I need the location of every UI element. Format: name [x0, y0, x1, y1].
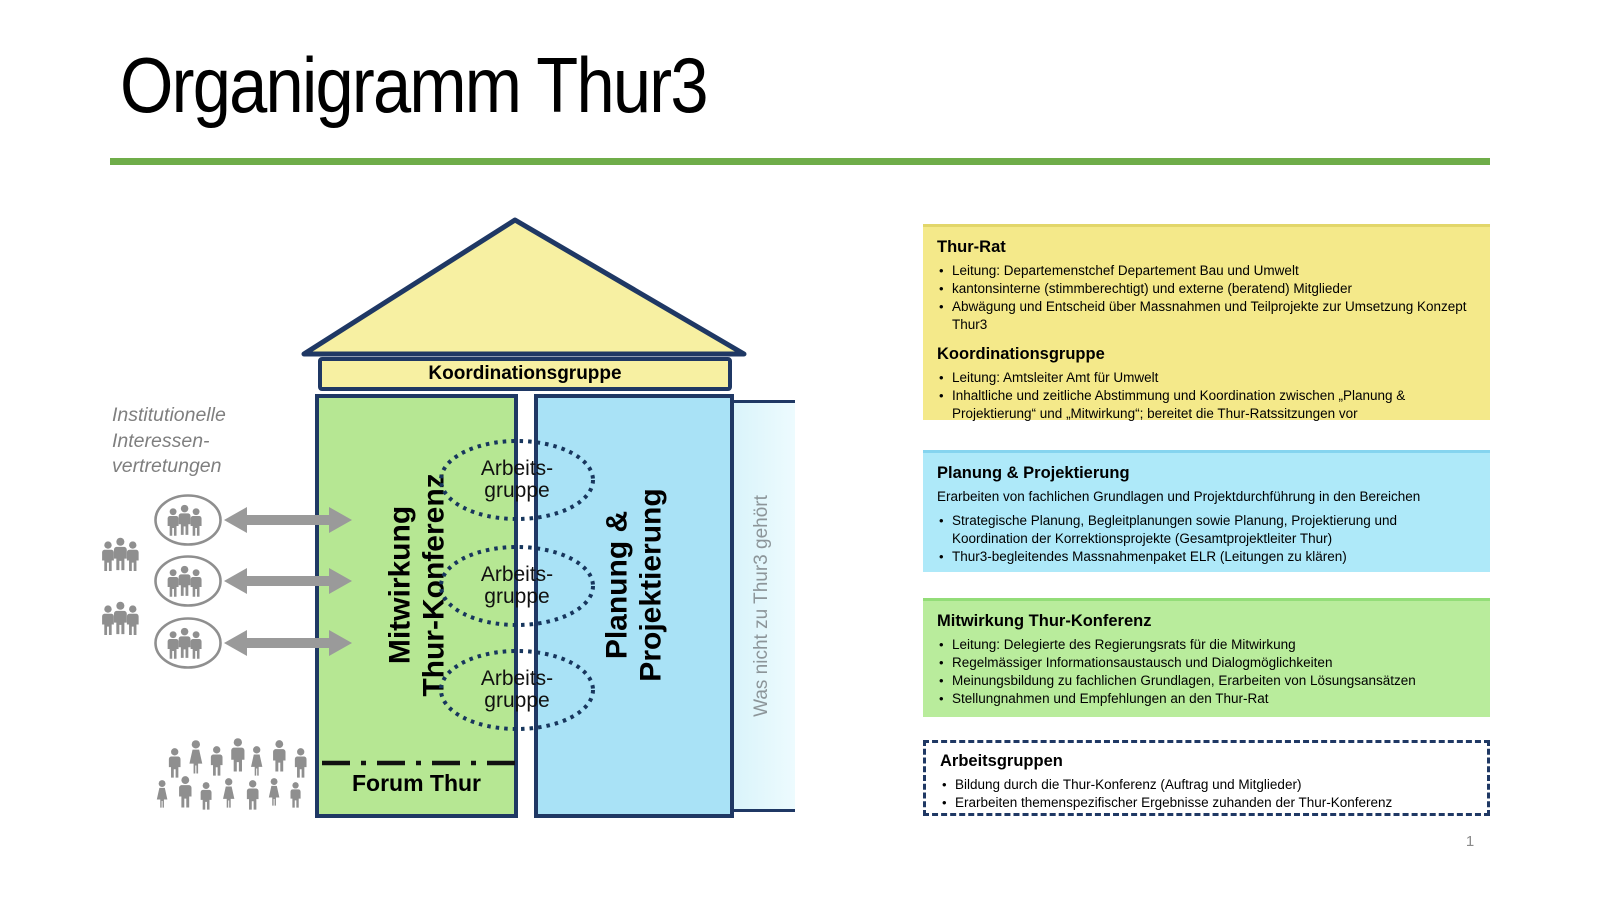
panel-heading: Koordinationsgruppe	[937, 345, 1105, 363]
workgroup-label	[437, 458, 597, 502]
workgroup-label	[437, 668, 597, 712]
panel-heading: Planung & Projektierung	[937, 464, 1130, 482]
circled-people-group-icon	[153, 616, 223, 670]
bullet-item: • Leitung: Delegierte des Regierungsrats für die Mitwirkung	[937, 636, 1476, 654]
panel-heading: Thur-Rat	[937, 238, 1006, 256]
bullet-item: • Bildung durch die Thur-Konferenz (Auftrag und Mitglieder)	[940, 776, 1473, 794]
panel-arbeitsgruppen	[923, 740, 1490, 816]
stakeholder-caption-line2: Interessen-	[112, 429, 210, 452]
bullet-item: • kantonsinterne (stimmberechtigt) und externe (beratend) Mitglieder	[937, 280, 1476, 298]
koordinationsgruppe-bar	[318, 357, 732, 391]
workgroup-label-line1: Arbeits-	[480, 563, 554, 586]
bullet-item: • Abwägung und Entscheid über Massnahmen und Teilprojekte zur Umsetzung Konzept Thur3	[937, 298, 1476, 334]
person-icon	[176, 776, 195, 808]
page-title: Organigramm Thur3	[120, 41, 707, 129]
house-roof	[298, 214, 750, 360]
bullet-item: • Strategische Planung, Begleitplanungen sowie Planung, Projektierung und Koordination der Korrektionsprojekte (Gesamtprojektleiter Thur)	[937, 512, 1476, 548]
people-group-icon	[99, 534, 151, 576]
person-icon	[228, 738, 248, 772]
stakeholder-caption-line3: vertretungen	[112, 455, 222, 478]
person-icon	[198, 782, 214, 810]
bullet-item: • Stellungnahmen und Empfehlungen an den Thur-Rat	[937, 690, 1476, 708]
bullet-item: • Leitung: Amtsleiter Amt für Umwelt	[937, 369, 1476, 387]
mitwirkung-label-line2: Thur-Konferenz	[416, 473, 450, 697]
bullet-item: • Meinungsbildung zu fachlichen Grundlagen, Erarbeiten von Lösungsansätzen	[937, 672, 1476, 690]
workgroup-label-line2: gruppe	[484, 689, 550, 712]
bullet-item: • Regelmässiger Informationsaustausch und Dialogmöglichkeiten	[937, 654, 1476, 672]
panel-planung-projektierung	[923, 450, 1490, 572]
panel-heading: Arbeitsgruppen	[940, 752, 1063, 770]
crowd-of-people-icon	[152, 736, 327, 820]
panel-mitwirkung	[923, 598, 1490, 717]
person-icon	[248, 746, 265, 776]
person-icon	[288, 782, 303, 808]
bullet-item: • Inhaltliche und zeitliche Abstimmung und Koordination zwischen „Planung & Projektierung“ und „Mitwirkung“; bereitet die Thur-Ratssitzungen vor	[937, 387, 1476, 423]
person-icon	[208, 746, 225, 776]
person-icon	[244, 780, 261, 810]
workgroup-ellipse	[437, 648, 597, 732]
koordinationsgruppe-label: Koordinationsgruppe	[428, 363, 622, 384]
workgroup-label	[437, 564, 597, 608]
planung-label	[600, 489, 667, 682]
planung-label-line2: Projektierung	[634, 488, 667, 682]
workgroup-label-line1: Arbeits-	[480, 457, 554, 480]
planung-label-line1: Planung &	[600, 511, 634, 660]
person-icon	[270, 740, 289, 772]
mitwirkung-label-line1: Mitwirkung	[382, 506, 416, 665]
person-icon	[154, 780, 170, 808]
stakeholder-caption-line1: Institutionelle	[112, 404, 226, 426]
bullet-item: • Leitung: Departemenstchef Departement Bau und Umwelt	[937, 262, 1476, 280]
double-arrow-icon	[224, 563, 352, 599]
people-group-icon	[99, 598, 151, 640]
double-arrow-icon	[224, 625, 352, 661]
stakeholder-caption	[112, 403, 226, 480]
circled-people-group-icon	[153, 554, 223, 608]
person-icon	[186, 740, 206, 774]
panel-thur-rat	[923, 224, 1490, 420]
panel-heading: Mitwirkung Thur-Konferenz	[937, 612, 1152, 630]
forum-divider-line	[320, 759, 518, 767]
person-icon	[266, 778, 282, 806]
forum-label: Forum Thur	[351, 770, 482, 796]
bullet-item: • Thur3-begleitendes Massnahmenpaket ELR (Leitungen zu klären)	[937, 548, 1476, 566]
workgroup-label-line2: gruppe	[484, 585, 550, 608]
workgroup-ellipse	[437, 544, 597, 628]
workgroup-ellipse	[437, 438, 597, 522]
person-icon	[292, 748, 309, 778]
title-underline	[110, 158, 1490, 165]
workgroup-label-line1: Arbeits-	[480, 667, 554, 690]
side-strip	[728, 400, 795, 812]
person-icon	[166, 748, 183, 778]
bullet-item: • Erarbeiten themenspezifischer Ergebnisse zuhanden der Thur-Konferenz	[940, 794, 1473, 812]
page-number: 1	[1465, 833, 1475, 850]
person-icon	[220, 778, 237, 808]
workgroup-label-line2: gruppe	[484, 479, 550, 502]
panel-intro: Erarbeiten von fachlichen Grundlagen und Projektdurchführung in den Bereichen	[937, 489, 1421, 504]
side-strip-label: Was nicht zu Thur3 gehört	[750, 495, 772, 717]
double-arrow-icon	[224, 502, 352, 538]
circled-people-group-icon	[153, 493, 223, 547]
